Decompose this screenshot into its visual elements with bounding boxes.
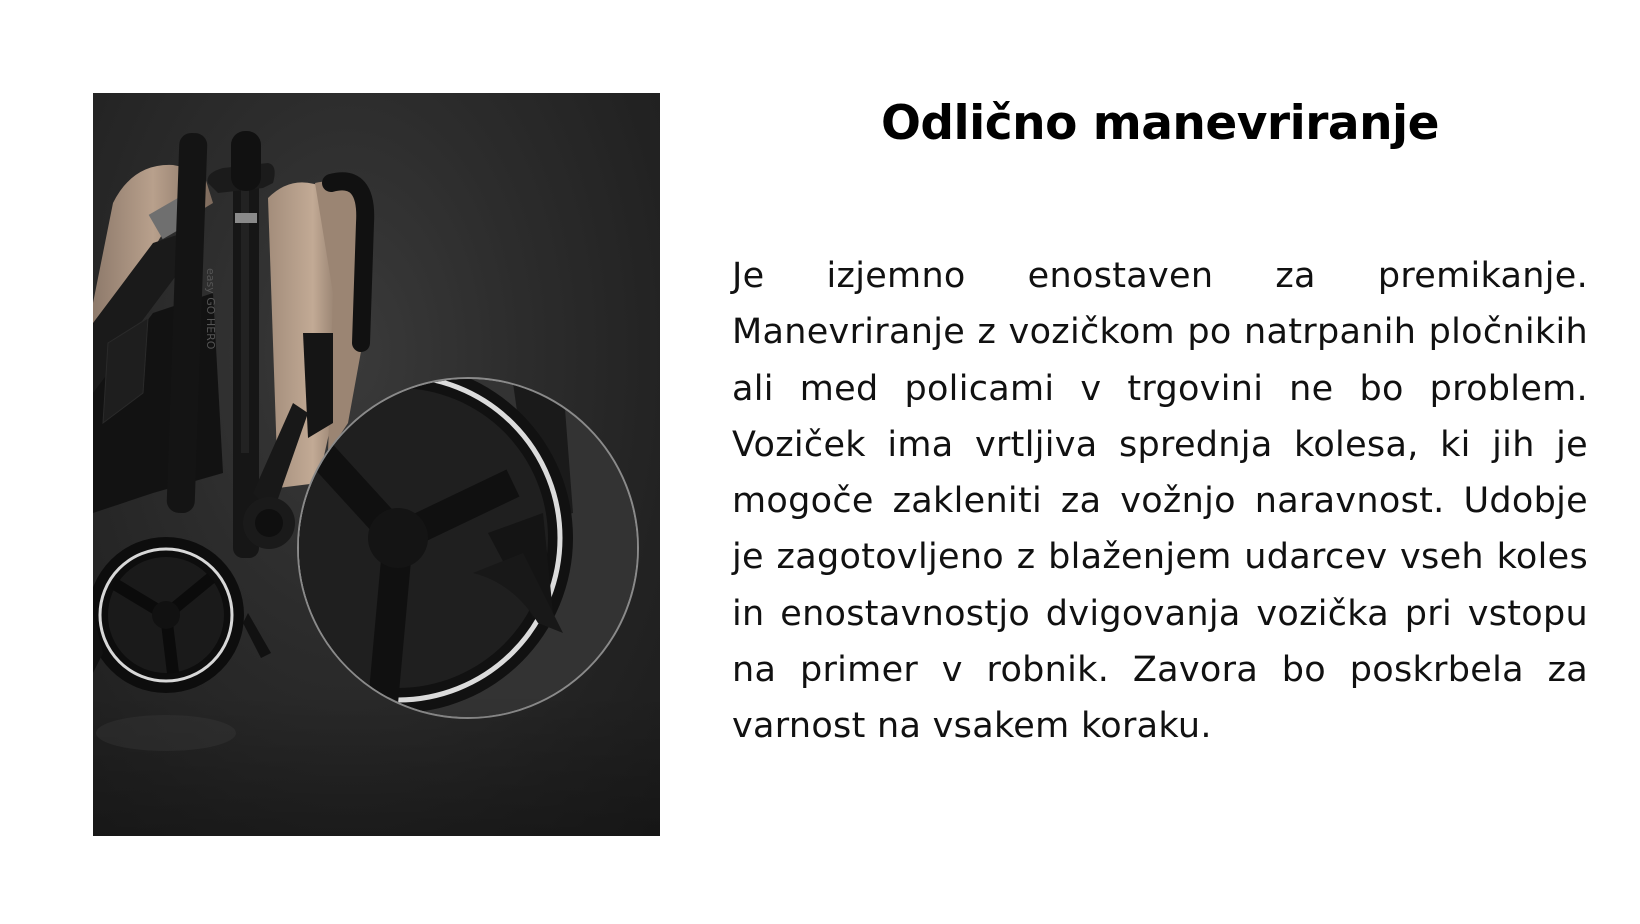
description-paragraph: Je izjemno enostaven za premikanje. Manevriranje z vozičkom po natrpanih pločnikih ali med policami v trgovini ne bo problem. Voziček ima vrtljiva sprednja kolesa, ki jih je mogoče zakleniti za vožnjo naravnost. Udobje je zagotovljeno z blaženjem udarcev vseh koles in enostavnostjo dvigovanja vozička pri vstopu na primer v robnik. Zavora bo poskrbela za varnost na vsakem koraku. xyxy=(732,256,1588,747)
stroller-photo xyxy=(93,93,660,836)
stroller-wheel-closeup-photo xyxy=(93,93,660,836)
frame-brand-text: easy GO HERO xyxy=(204,268,217,350)
section-heading: Odlično manevriranje xyxy=(880,96,1440,151)
